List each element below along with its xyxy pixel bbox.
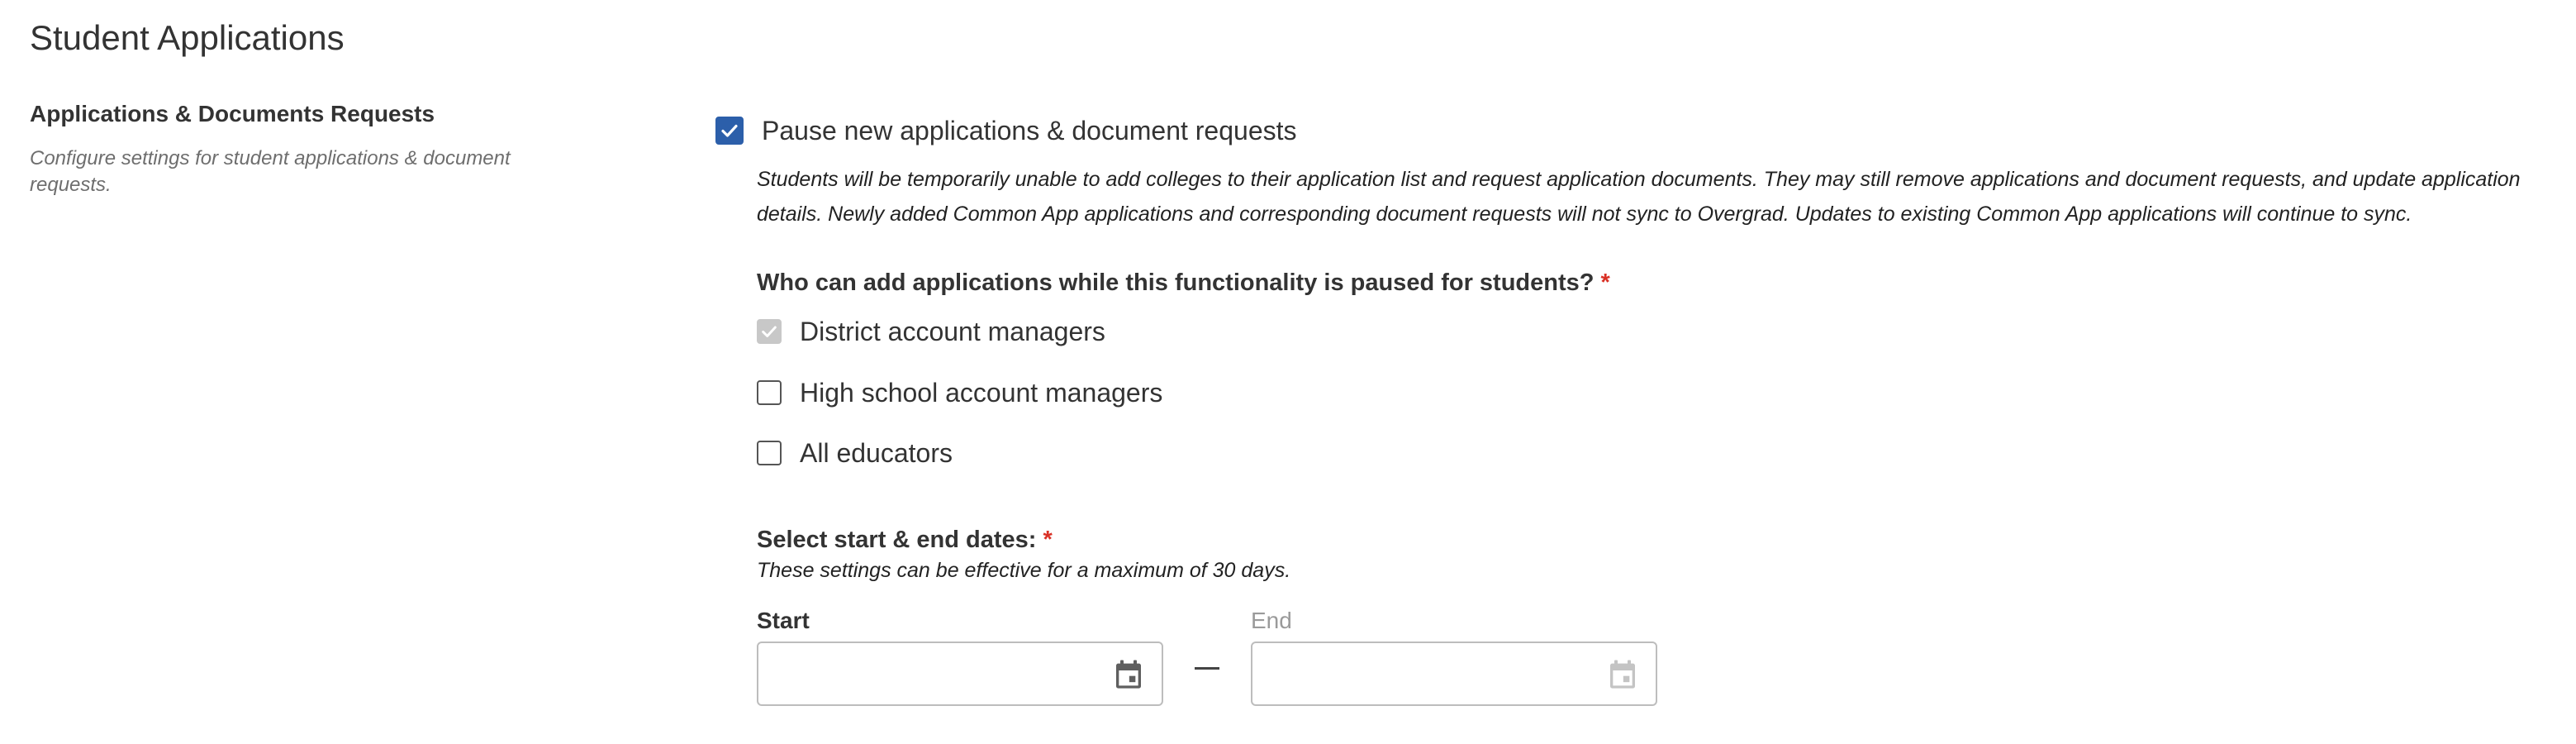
- start-date-label: Start: [757, 608, 810, 633]
- option-high-school-account-managers[interactable]: [757, 376, 1162, 409]
- dates-note: These settings can be effective for a maximum of 30 days.: [757, 559, 1291, 582]
- high-school-account-managers-checkbox[interactable]: [757, 380, 782, 405]
- section-description: Configure settings for student applications & document requests.: [30, 147, 511, 196]
- required-asterisk: *: [1600, 269, 1610, 296]
- all-educators-label: All educators: [800, 438, 953, 468]
- checkmark-icon: [720, 121, 739, 141]
- end-date-field[interactable]: [1251, 641, 1657, 706]
- page-title: Student Applications: [30, 18, 345, 57]
- who-can-add-question: [757, 266, 1610, 299]
- dates-heading-text: Select start & end dates:: [757, 527, 1037, 553]
- start-date-input[interactable]: [758, 643, 1162, 704]
- pause-requests-toggle[interactable]: [715, 114, 1297, 147]
- pause-description: Students will be temporarily unable to add colleges to their application list and request application documents. They may still remove applications and document requests, and update application details. Newly added Common App applications and corresponding document requests will not sync to Overgrad. Updates to existing Common App applications will continue to sync.: [757, 168, 2521, 226]
- pause-requests-checkbox[interactable]: [715, 117, 744, 145]
- dates-heading: [757, 523, 1053, 556]
- calendar-icon[interactable]: [1606, 658, 1639, 691]
- pause-requests-label: Pause new applications & document requests: [762, 116, 1297, 145]
- required-asterisk: *: [1043, 527, 1053, 553]
- calendar-icon[interactable]: [1112, 658, 1145, 691]
- option-district-account-managers: [757, 315, 1105, 348]
- end-date-label: End: [1251, 608, 1292, 633]
- district-account-managers-checkbox: [757, 319, 782, 344]
- who-can-add-question-text: Who can add applications while this functionality is paused for students?: [757, 269, 1595, 296]
- start-date-field[interactable]: [757, 641, 1163, 706]
- option-all-educators[interactable]: [757, 436, 953, 470]
- checkmark-icon: [760, 322, 778, 341]
- end-date-input[interactable]: [1252, 643, 1656, 704]
- high-school-account-managers-label: High school account managers: [800, 378, 1163, 408]
- section-heading: Applications & Documents Requests: [30, 101, 435, 126]
- district-account-managers-label: District account managers: [800, 317, 1105, 346]
- date-range-separator: [1195, 667, 1219, 670]
- all-educators-checkbox[interactable]: [757, 441, 782, 465]
